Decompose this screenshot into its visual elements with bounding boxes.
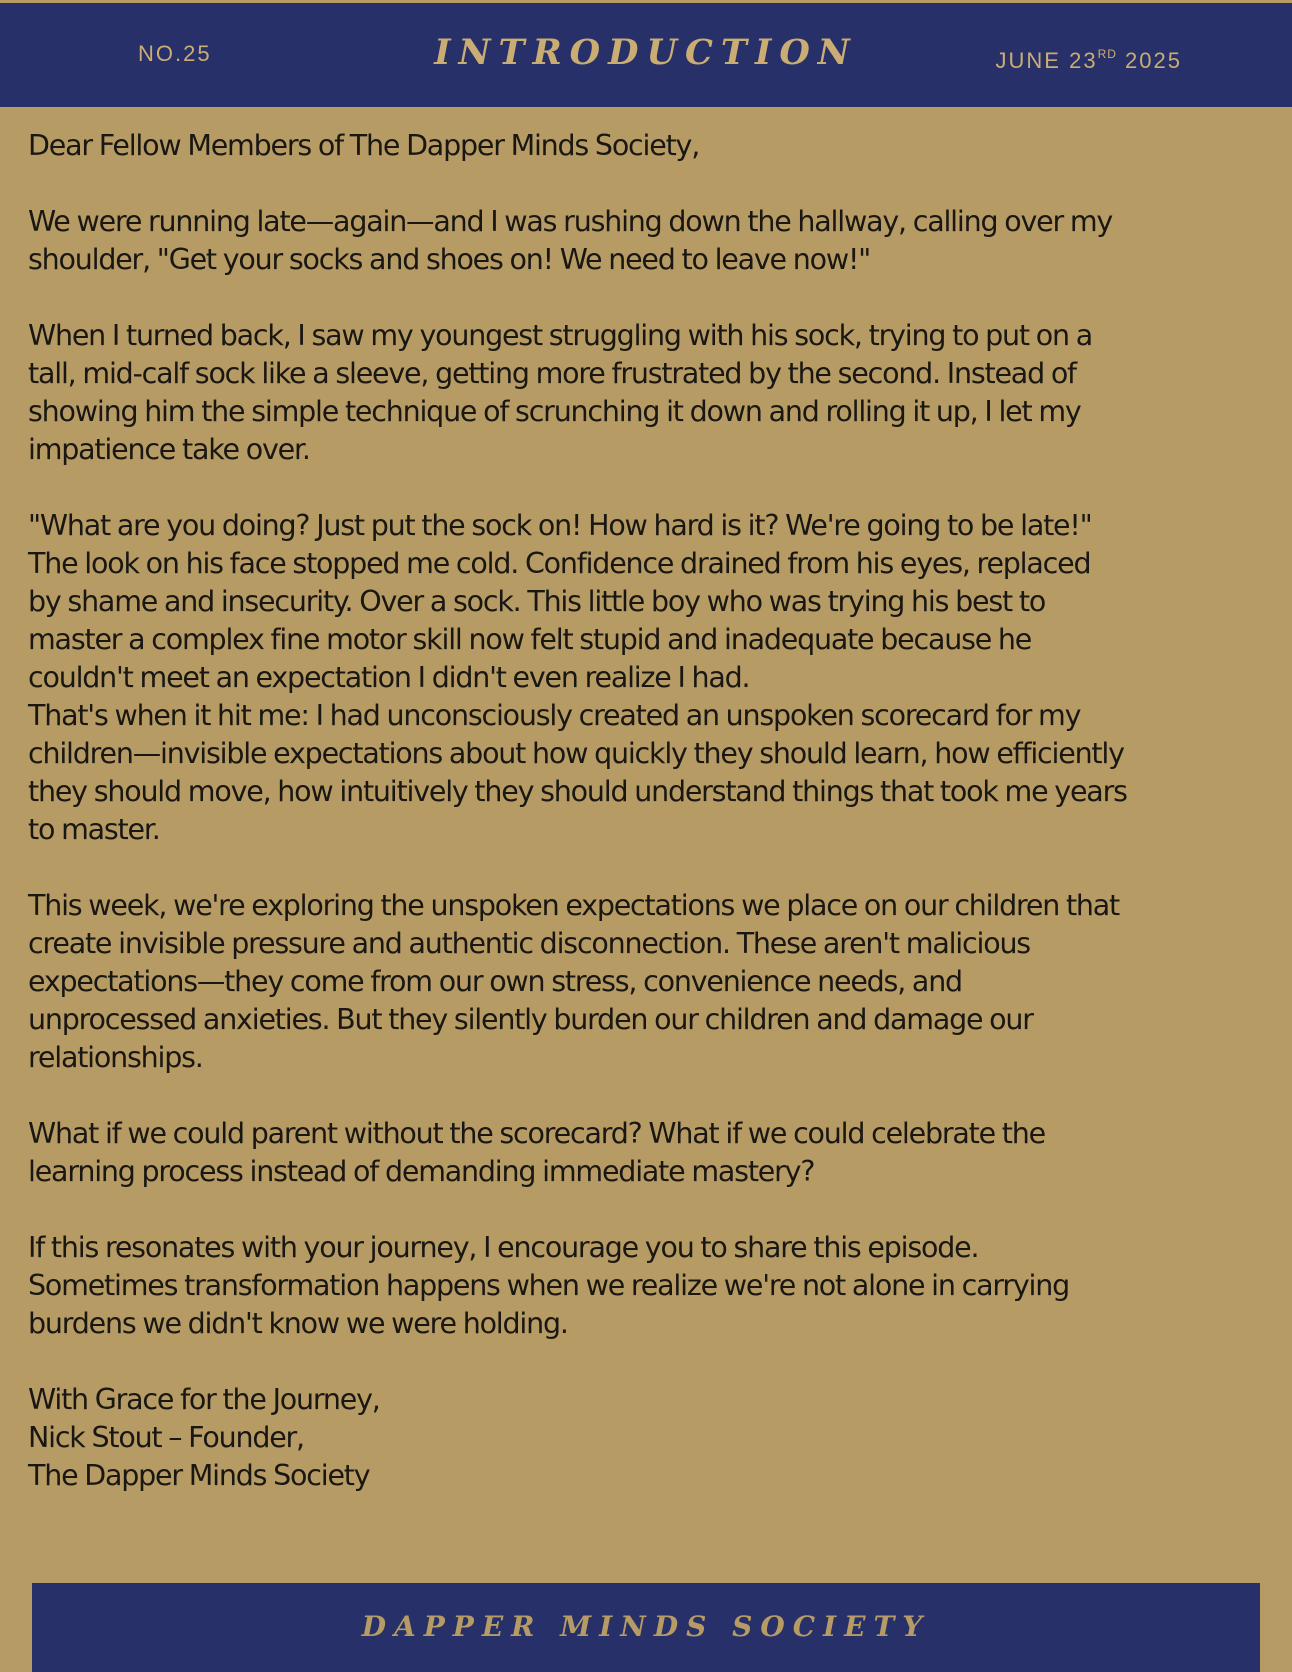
signature-name: Nick Stout – Founder, <box>28 1421 304 1454</box>
letter-signoff: With Grace for the Journey, <box>28 1383 380 1416</box>
issue-date-day: JUNE 23 <box>995 48 1098 73</box>
issue-date <box>996 39 1182 76</box>
footer-banner <box>32 1583 1260 1672</box>
signature-organization: The Dapper Minds Society <box>28 1459 370 1492</box>
letter-paragraph: What if we could parent without the scorecard? What if we could celebrate the learning process instead of demanding immediate mastery? <box>28 1117 1045 1188</box>
letter-paragraph: If this resonates with your journey, I encourage you to share this episode. Sometimes transformation happens when we realize we're not alone in carrying burdens we didn't know we were holding. <box>28 1231 1069 1340</box>
letter-body <box>28 127 1278 1495</box>
header-banner <box>0 3 1292 107</box>
letter-paragraph: We were running late—again—and I was rushing down the hallway, calling over my shoulder, "Get your socks and shoes on! We need to leave now!" <box>28 205 1113 276</box>
letter-paragraph: When I turned back, I saw my youngest struggling with his sock, trying to put on a tall, mid-calf sock like a sleeve, getting more frustrated by the second. Instead of showing him the simple technique of scrunching it down and rolling it up, I let my impatience take over. <box>28 319 1092 466</box>
footer-title: DAPPER MINDS SOCIETY <box>361 1610 931 1643</box>
letter-paragraph: That's when it hit me: I had unconsciously created an unspoken scorecard for my children—invisible expectations about how quickly they should learn, how efficiently they should move, how intuitively they should understand things that took me years to master. <box>28 699 1127 846</box>
letter-greeting: Dear Fellow Members of The Dapper Minds Society, <box>28 129 700 162</box>
page-title: INTRODUCTION <box>434 32 858 73</box>
issue-date-ordinal: RD <box>1097 47 1117 61</box>
letter-paragraph: "What are you doing? Just put the sock on! How hard is it? We're going to be late!" The look on his face stopped me cold. Confidence drained from his eyes, replaced by shame and insecurity. Over a sock. This little boy who was trying his best to master a complex fine motor skill now felt stupid and inadequate because he couldn't meet an expectation I didn't even realize I had. <box>28 509 1092 694</box>
letter-paragraph: This week, we're exploring the unspoken expectations we place on our children that create invisible pressure and authentic disconnection. These aren't malicious expectations—they come from our own stress, convenience needs, and unprocessed anxieties. But they silently burden our children and damage our relationships. <box>28 889 1120 1074</box>
issue-number: NO.25 <box>138 41 212 66</box>
issue-date-year: 2025 <box>1125 48 1182 73</box>
